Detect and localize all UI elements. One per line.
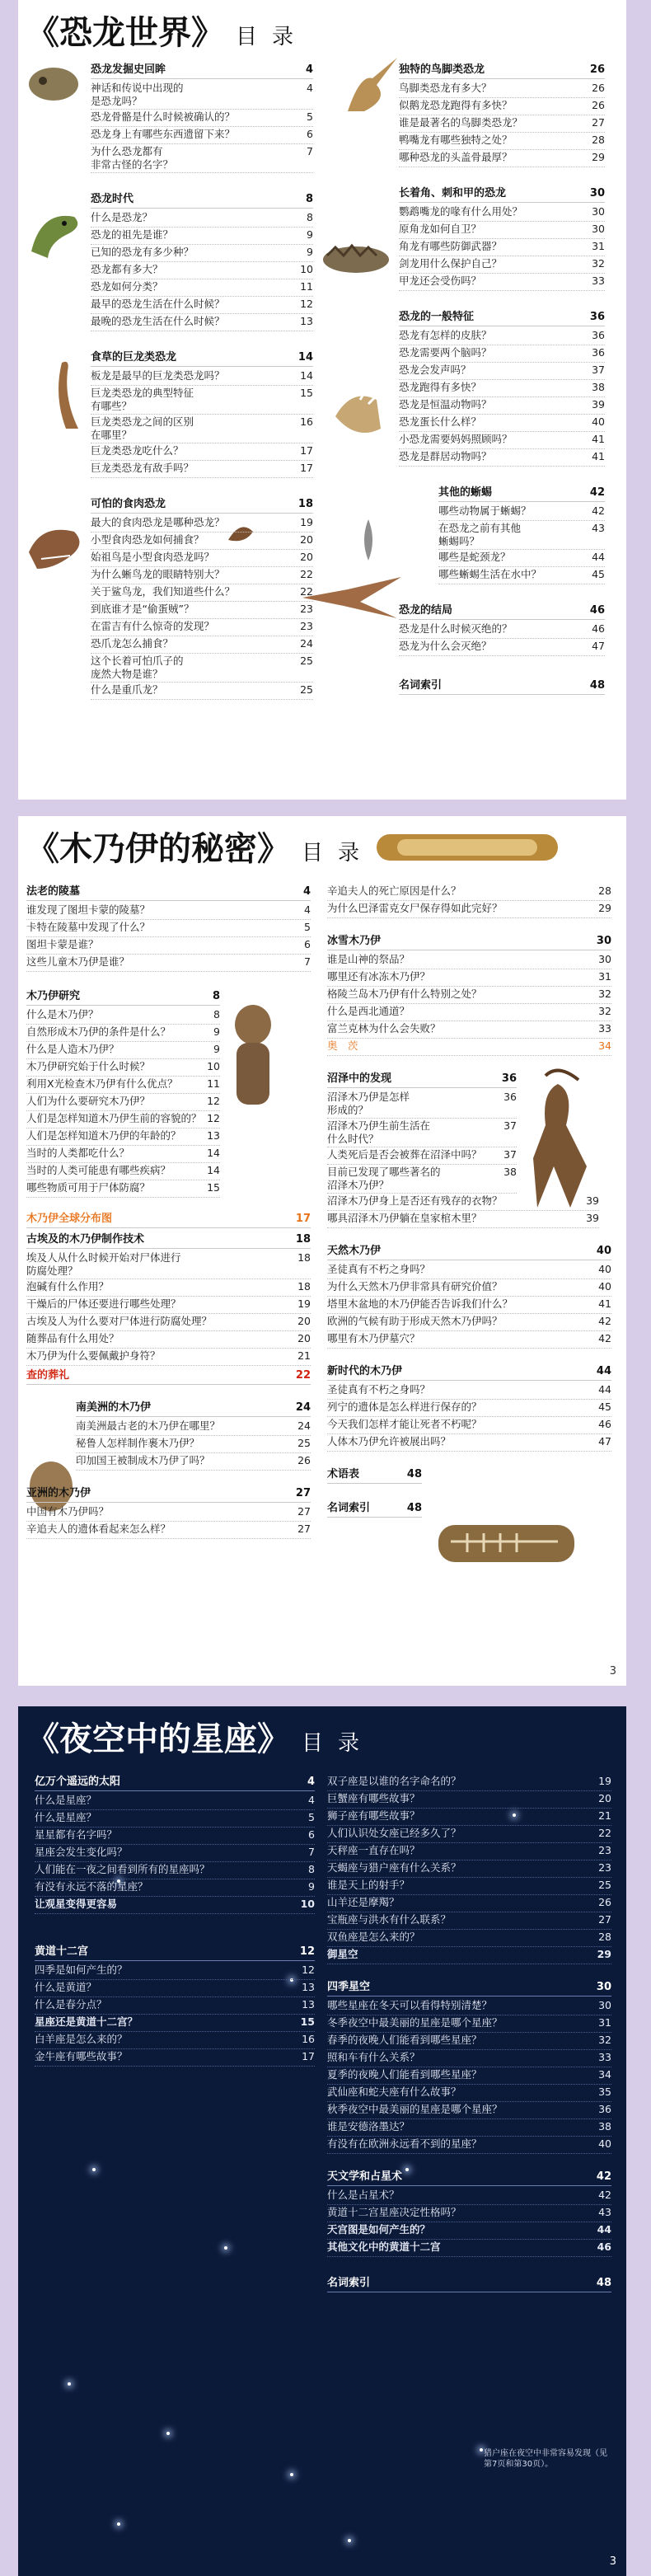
section-heading[interactable]: 恐龙的结局 46 [399, 603, 605, 620]
toc-entry[interactable]: 图坦卡蒙是谁？ 6 [26, 937, 311, 955]
toc-section [399, 185, 605, 291]
toc-entry[interactable]: 什么是春分点？ 13 [35, 1997, 315, 2015]
toc-entry[interactable]: 人们是怎样知道木乃伊生前的容貌的？ 12 [26, 1111, 220, 1128]
toc-page-mummies [18, 816, 626, 1686]
toc-section [35, 1774, 315, 1914]
toc-entry[interactable]: 恐龙蛋长什么样？ 40 [399, 415, 605, 432]
toc-entry[interactable]: 古埃及人为什么要对尸体进行防腐处理？ 20 [26, 1314, 311, 1331]
sarcophagus-illustration [372, 824, 562, 870]
star-icon [117, 2522, 120, 2526]
page-number: 3 [609, 2555, 616, 2568]
toc-entry[interactable]: 始祖鸟是小型食肉恐龙吗？ 20 [91, 550, 313, 567]
pterosaur-illustration [298, 573, 405, 631]
toc-entry[interactable]: 欧洲的气候有助于形成天然木乃伊吗？ 42 [327, 1314, 611, 1331]
toc-entry[interactable]: 哪种恐龙的头盖骨最厚？ 29 [399, 150, 605, 167]
section-heading[interactable]: 恐龙的一般特征 36 [399, 309, 605, 326]
toc-section [76, 1400, 311, 1471]
toc-entry[interactable]: 巨龙类恐龙吃什么？ 17 [91, 443, 313, 461]
toc-entry[interactable]: 干燥后的尸体还要进行哪些处理？ 19 [26, 1297, 311, 1314]
toc-section [327, 1466, 422, 1484]
toc-entry[interactable]: 板龙是最早的巨龙类恐龙吗？ 14 [91, 368, 313, 386]
toc-entry[interactable]: 什么是占星术？ 42 [327, 2188, 611, 2205]
toc-entry[interactable]: 在恐龙之前有其他 蜥蜴吗？ 43 [438, 521, 605, 550]
toc-entry[interactable]: 角龙有哪些防御武器？ 31 [399, 239, 605, 256]
section-heading[interactable]: 古埃及的木乃伊制作技术 18 [26, 1232, 311, 1249]
toc-entry[interactable]: 恐爪龙怎么捕食？ 24 [91, 636, 313, 654]
toc-column-left [91, 62, 313, 700]
section-heading[interactable]: 法老的陵墓 4 [26, 884, 311, 901]
toc-entry[interactable]: 小恐龙需要妈妈照顾吗？ 41 [399, 432, 605, 449]
toc-entry[interactable]: 似鹅龙恐龙跑得有多快？ 26 [399, 98, 605, 115]
toc-entry[interactable]: 双子座是以谁的名字命名的？ 19 [327, 1774, 611, 1791]
toc-entry[interactable]: 中国有木乃伊吗？ 27 [26, 1504, 311, 1522]
toc-entry[interactable]: 目前已发现了哪些著名的 沼泽木乃伊？ 38 [327, 1165, 517, 1194]
toc-section [399, 62, 605, 167]
toc-entry[interactable]: 天宫图是如何产生的？ 44 [327, 2222, 611, 2240]
toc-entry[interactable]: 恐龙是恒温动物吗？ 39 [399, 397, 605, 415]
toc-entry[interactable]: 谁是安德洛墨达？ 38 [327, 2119, 611, 2137]
toc-section [35, 1944, 315, 2067]
toc-entry[interactable]: 巨龙类恐龙的典型特征 有哪些？ 15 [91, 386, 313, 415]
toc-entry[interactable]: 沼泽木乃伊是怎样 形成的？ 36 [327, 1090, 517, 1119]
toc-section [438, 485, 605, 584]
toc-entry[interactable]: 自然形成木乃伊的条件是什么？ 9 [26, 1025, 220, 1042]
toc-entry[interactable]: 木乃伊为什么要佩戴护身符？ 21 [26, 1349, 311, 1366]
toc-entry[interactable]: 天蝎座与猎户座有什么关系？ 23 [327, 1860, 611, 1878]
toc-section [26, 1232, 311, 1366]
toc-entry[interactable]: 御星空 29 [327, 1947, 611, 1964]
toc-entry[interactable]: 格陵兰岛木乃伊有什么特别之处？ 32 [327, 987, 611, 1004]
page-title: 《恐龙世界》 目录 [26, 13, 309, 52]
section-heading[interactable]: 可怕的食肉恐龙 18 [91, 496, 313, 514]
image-caption: 猎户座在夜空中非常容易发现（见第7页和第30页）。 [484, 2449, 607, 2469]
section-heading[interactable]: 天文学和占星术 42 [327, 2169, 611, 2186]
star-icon [348, 2539, 351, 2542]
section-heading[interactable]: 南美洲的木乃伊 24 [76, 1400, 311, 1417]
toc-entry[interactable]: 辛追夫人的遗体看起来怎么样？ 27 [26, 1522, 311, 1539]
toc-entry[interactable]: 人体木乃伊允许被展出吗？ 47 [327, 1434, 611, 1452]
toc-entry[interactable]: 有没有永远不落的星座？ 9 [35, 1879, 315, 1897]
toc-section [327, 1363, 611, 1452]
section-heading[interactable]: 恐龙发掘史回眸 4 [91, 62, 313, 79]
toc-section [91, 191, 313, 331]
toc-entry[interactable]: 塔里木盆地的木乃伊能否告诉我们什么？ 41 [327, 1297, 611, 1314]
page-title: 《夜空中的星座》 目录 [26, 1720, 375, 1758]
toc-entry[interactable]: 圣徒真有不朽之身吗？ 44 [327, 1382, 611, 1400]
toc-entry[interactable]: 恐龙的祖先是谁？ 9 [91, 228, 313, 245]
toc-entry[interactable]: 人们认识处女座已经多久了？ 22 [327, 1826, 611, 1843]
toc-entry[interactable]: 这个长着可怕爪子的 庞然大物是谁？ 25 [91, 654, 313, 683]
star-icon [224, 2246, 227, 2250]
toc-entry[interactable]: 什么是星座？ 4 [35, 1793, 315, 1810]
toc-entry[interactable]: 金牛座有哪些故事？ 17 [35, 2049, 315, 2067]
toc-entry[interactable]: 什么是黄道？ 13 [35, 1980, 315, 1997]
toc-entry[interactable]: 山羊还是摩羯？ 26 [327, 1895, 611, 1912]
section-heading[interactable]: 查的葬礼 22 [26, 1368, 311, 1385]
star-icon [92, 2168, 96, 2171]
toc-entry[interactable]: 富兰克林为什么会失败？ 33 [327, 1021, 611, 1039]
toc-entry[interactable]: 哪里还有冰冻木乃伊？ 31 [327, 969, 611, 987]
sauropod-illustration [33, 354, 82, 433]
toc-entry[interactable]: 到底谁才是“偷蛋贼”？ 23 [91, 602, 313, 619]
toc-entry[interactable]: 恐龙骨骼是什么时候被确认的？ 5 [91, 110, 313, 127]
dinosaur-skull-illustration [25, 58, 82, 107]
toc-entry[interactable]: 星星都有名字吗？ 6 [35, 1828, 315, 1845]
toc-section [26, 1368, 311, 1385]
toc-section [327, 1500, 422, 1518]
toc-section [327, 2275, 611, 2292]
toc-section [327, 1071, 599, 1228]
toc-entry[interactable]: 什么是重爪龙？ 25 [91, 683, 313, 700]
toc-entry[interactable]: 木乃伊研究始于什么时候？ 10 [26, 1059, 220, 1077]
toc-entry[interactable]: 哪具沼泽木乃伊躺在皇家棺木里？ 39 [327, 1211, 599, 1228]
trex-head-illustration [25, 519, 87, 577]
toc-entry[interactable]: 天秤座一直存在吗？ 23 [327, 1843, 611, 1860]
toc-entry[interactable]: 武仙座和蛇夫座有什么故事？ 35 [327, 2085, 611, 2102]
section-heading[interactable]: 名词索引 48 [327, 2275, 611, 2292]
toc-section [26, 884, 311, 972]
toc-entry[interactable]: 哪里有木乃伊墓穴？ 42 [327, 1331, 611, 1349]
toc-entry[interactable]: 甲龙还会受伤吗？ 33 [399, 274, 605, 291]
toc-entry[interactable]: 人们是怎样知道木乃伊的年龄的？ 13 [26, 1128, 220, 1146]
parasaurolophus-illustration [340, 54, 401, 115]
toc-entry[interactable]: 列宁的遗体是怎么样进行保存的？ 45 [327, 1400, 611, 1417]
toc-entry[interactable]: 沼泽木乃伊身上是否还有残存的衣物？ 39 [327, 1194, 599, 1211]
ankylosaurus-illustration [319, 239, 393, 276]
toc-entry[interactable]: 什么是人造木乃伊？ 9 [26, 1042, 220, 1059]
toc-page-dinosaurs [18, 0, 626, 800]
toc-entry[interactable]: 冬季夜空中最美丽的星座是哪个星座？ 31 [327, 2015, 611, 2033]
toc-entry[interactable]: 最早的恐龙生活在什么时候？ 12 [91, 297, 313, 314]
toc-entry[interactable]: 沼泽木乃伊生前生活在 什么时代？ 37 [327, 1119, 517, 1147]
toc-entry[interactable]: 其他文化中的黄道十二宫 46 [327, 2240, 611, 2257]
toc-entry[interactable]: 神话和传说中出现的 是恐龙吗？ 4 [91, 81, 313, 110]
toc-entry[interactable]: 当时的人类都吃什么？ 14 [26, 1146, 220, 1163]
toc-column-right [327, 1774, 611, 2294]
toc-entry[interactable]: 原角龙如何自卫？ 30 [399, 222, 605, 239]
section-heading[interactable]: 其他的蜥蜴 42 [438, 485, 605, 502]
star-icon [290, 2473, 293, 2476]
toc-entry[interactable]: 谁是最著名的鸟脚类恐龙？ 27 [399, 115, 605, 133]
toc-column-left [35, 1774, 315, 2067]
toc-entry[interactable]: 小型食肉恐龙如何捕食？ 20 [91, 533, 313, 550]
toc-entry[interactable]: 最晚的恐龙生活在什么时候？ 13 [91, 314, 313, 331]
section-heading[interactable]: 亚洲的木乃伊 27 [26, 1485, 311, 1503]
toc-entry[interactable]: 秋季夜空中最美丽的星座是哪个星座？ 36 [327, 2102, 611, 2119]
toc-entry[interactable]: 圣徒真有不朽之身吗？ 40 [327, 1262, 611, 1279]
toc-entry[interactable]: 巨蟹座有哪些故事？ 20 [327, 1791, 611, 1809]
toc-entry[interactable]: 夏季的夜晚人们能看到哪些星座？ 34 [327, 2067, 611, 2085]
toc-entry[interactable]: 辛追夫人的死亡原因是什么？ 28 [327, 884, 611, 901]
dinosaur-head-illustration [25, 202, 87, 264]
toc-entry[interactable]: 哪些是蛇颈龙？ 44 [438, 550, 605, 567]
toc-entry[interactable]: 在雷吉有什么惊奇的发现？ 23 [91, 619, 313, 636]
toc-column-right [399, 62, 605, 697]
toc-entry[interactable]: 巨龙类恐龙之间的区别 在哪里？ 16 [91, 415, 313, 443]
toc-entry[interactable]: 哪些星座在冬天可以看得特别清楚？ 30 [327, 1998, 611, 2015]
section-heading[interactable]: 木乃伊研究 8 [26, 988, 220, 1006]
toc-entry[interactable]: 泡碱有什么作用？ 18 [26, 1279, 311, 1297]
toc-entry[interactable]: 鹦鹉嘴龙的喙有什么用处？ 30 [399, 204, 605, 222]
toc-entry[interactable]: 埃及人从什么时候开始对尸体进行 防腐处理？ 18 [26, 1250, 311, 1279]
page-number: 3 [609, 1665, 616, 1677]
toc-entry[interactable]: 为什么恐龙都有 非常古怪的名字？ 7 [91, 144, 313, 173]
star-icon [68, 2382, 71, 2386]
toc-entry[interactable]: 宝瓶座与洪水有什么联系？ 27 [327, 1912, 611, 1930]
section-heading[interactable]: 新时代的木乃伊 44 [327, 1363, 611, 1381]
toc-section [327, 1774, 611, 1964]
toc-section [26, 1485, 311, 1539]
toc-entry[interactable]: 什么是木乃伊？ 8 [26, 1007, 220, 1025]
toc-entry[interactable]: 鸟脚类恐龙有多大？ 26 [399, 81, 605, 98]
toc-entry[interactable]: 春季的夜晚人们能看到哪些星座？ 32 [327, 2033, 611, 2050]
toc-entry[interactable]: 今天我们怎样才能让死者不朽呢？ 46 [327, 1417, 611, 1434]
toc-entry[interactable]: 为什么天然木乃伊非常具有研究价值？ 40 [327, 1279, 611, 1297]
toc-entry[interactable]: 谁是山神的祭品？ 30 [327, 952, 611, 969]
section-heading[interactable]: 恐龙时代 8 [91, 191, 313, 209]
toc-entry[interactable]: 哪些物质可用于尸体防腐？ 15 [26, 1180, 220, 1198]
toc-section [26, 988, 220, 1198]
toc-section [91, 496, 313, 700]
toc-entry[interactable]: 恐龙会发声吗？ 37 [399, 363, 605, 380]
section-heading[interactable]: 冰雪木乃伊 30 [327, 933, 611, 950]
toc-page-constellations [18, 1706, 626, 2576]
section-heading[interactable]: 食草的巨龙类恐龙 14 [91, 350, 313, 367]
toc-entry[interactable]: 狮子座有哪些故事？ 21 [327, 1809, 611, 1826]
toc-entry[interactable]: 什么是西北通道？ 32 [327, 1004, 611, 1021]
toc-entry[interactable]: 什么是恐龙？ 8 [91, 210, 313, 228]
toc-entry[interactable]: 照和车有什么关系？ 33 [327, 2050, 611, 2067]
toc-entry[interactable]: 白羊座是怎么来的？ 16 [35, 2032, 315, 2049]
toc-entry[interactable]: 星座还是黄道十二宫？ 15 [35, 2015, 315, 2032]
toc-entry[interactable]: 卡特在陵墓中发现了什么？ 5 [26, 920, 311, 937]
toc-entry[interactable]: 恐龙身上有哪些东西遗留下来？ 6 [91, 127, 313, 144]
toc-entry[interactable]: 人类死后是否会被葬在沼泽中吗？ 37 [327, 1147, 517, 1165]
toc-entry[interactable]: 剑龙用什么保护自己？ 32 [399, 256, 605, 274]
section-heading[interactable]: 天然木乃伊 40 [327, 1243, 611, 1260]
section-heading[interactable]: 沼泽中的发现 36 [327, 1071, 517, 1088]
toc-entry[interactable]: 为什么巴泽雷克女尸保存得如此完好？ 29 [327, 901, 611, 918]
toc-entry[interactable]: 当时的人类可能患有哪些疾病？ 14 [26, 1163, 220, 1180]
toc-section [91, 62, 313, 173]
toc-section [91, 350, 313, 478]
toc-entry[interactable]: 恐龙如何分类？ 11 [91, 279, 313, 297]
toc-entry[interactable]: 随葬品有什么用处？ 20 [26, 1331, 311, 1349]
section-heading[interactable]: 术语表 48 [327, 1466, 422, 1484]
toc-entry[interactable]: 哪些蜥蜴生活在水中？ 45 [438, 567, 605, 584]
toc-section [327, 933, 611, 1056]
toc-entry[interactable]: 谁发现了图坦卡蒙的陵墓？ 4 [26, 903, 311, 920]
toc-entry[interactable]: 恐龙都有多大？ 10 [91, 262, 313, 279]
toc-entry[interactable]: 谁是天上的射手？ 25 [327, 1878, 611, 1895]
toc-entry[interactable]: 关于鲨鸟龙，我们知道些什么？ 22 [91, 584, 313, 602]
toc-entry[interactable]: 星座会发生变化吗？ 7 [35, 1845, 315, 1862]
toc-entry[interactable]: 让观星变得更容易 10 [35, 1897, 315, 1914]
toc-column-left [26, 884, 311, 1539]
page-title: 《木乃伊的秘密》 目录 [26, 829, 375, 868]
toc-entry[interactable]: 秘鲁人怎样制作裹木乃伊？ 25 [76, 1436, 311, 1453]
plesiosaur-illustration [352, 515, 385, 565]
toc-entry[interactable]: 恐龙有怎样的皮肤？ 36 [399, 328, 605, 345]
toc-entry[interactable]: 人们能在一夜之间看到所有的星座吗？ 8 [35, 1862, 315, 1879]
triceratops-illustration [327, 379, 385, 445]
toc-entry[interactable]: 什么是星座？ 5 [35, 1810, 315, 1828]
toc-entry[interactable]: 四季是如何产生的？ 12 [35, 1963, 315, 1980]
toc-entry[interactable]: 恐龙需要两个脑吗？ 36 [399, 345, 605, 363]
toc-entry[interactable]: 印加国王被制成木乃伊了吗？ 26 [76, 1453, 311, 1471]
toc-entry[interactable]: 恐龙是什么时候灭绝的？ 46 [399, 622, 605, 639]
toc-entry[interactable]: 利用X光检查木乃伊有什么优点？ 11 [26, 1077, 220, 1094]
toc-section [327, 1243, 611, 1349]
toc-entry[interactable]: 巨龙类恐龙有敌手吗？ 17 [91, 461, 313, 478]
toc-section [327, 1979, 611, 2154]
toc-entry[interactable]: 已知的恐龙有多少种？ 9 [91, 245, 313, 262]
toc-entry[interactable]: 最大的食肉恐龙是哪种恐龙？ 19 [91, 515, 313, 533]
toc-entry[interactable]: 恐龙是群居动物吗？ 41 [399, 449, 605, 467]
toc-entry[interactable]: 黄道十二宫星座决定性格吗？ 43 [327, 2205, 611, 2222]
toc-entry[interactable]: 为什么蜥鸟龙的眼睛特别大？ 22 [91, 567, 313, 584]
toc-entry[interactable]: 恐龙跑得有多快？ 38 [399, 380, 605, 397]
toc-column-right [327, 884, 611, 1519]
section-heading[interactable]: 长着角、刺和甲的恐龙 30 [399, 185, 605, 203]
toc-entry[interactable]: 鸭嘴龙有哪些独特之处？ 28 [399, 133, 605, 150]
toc-entry[interactable]: 奥 茨 34 [327, 1039, 611, 1056]
toc-section [399, 678, 605, 695]
toc-entry[interactable]: 人们为什么要研究木乃伊？ 12 [26, 1094, 220, 1111]
section-heading[interactable]: 木乃伊全球分布图 17 [26, 1211, 311, 1228]
star-icon [166, 2432, 170, 2435]
toc-entry[interactable]: 南美洲最古老的木乃伊在哪里？ 24 [76, 1419, 311, 1436]
toc-section [399, 309, 605, 467]
toc-section [399, 603, 605, 656]
section-heading[interactable]: 黄道十二宫 12 [35, 1944, 315, 1961]
section-heading[interactable]: 名词索引 48 [399, 678, 605, 695]
section-heading[interactable]: 独特的鸟脚类恐龙 26 [399, 62, 605, 79]
section-heading[interactable]: 四季星空 30 [327, 1979, 611, 1997]
toc-entry[interactable]: 有没有在欧洲永远看不到的星座？ 40 [327, 2137, 611, 2154]
toc-entry[interactable]: 哪些动物属于蜥蜴？ 42 [438, 504, 605, 521]
toc-section [26, 1211, 311, 1228]
section-heading[interactable]: 名词索引 48 [327, 1500, 422, 1518]
star-icon [480, 2448, 483, 2452]
toc-entry[interactable]: 恐龙为什么会灭绝？ 47 [399, 639, 605, 656]
toc-entry[interactable]: 这些儿童木乃伊是谁？ 7 [26, 955, 311, 972]
toc-section [327, 884, 611, 918]
section-heading[interactable]: 亿万个遥远的太阳 4 [35, 1774, 315, 1791]
toc-section [327, 2169, 611, 2257]
toc-entry[interactable]: 双鱼座是怎么来的？ 28 [327, 1930, 611, 1947]
